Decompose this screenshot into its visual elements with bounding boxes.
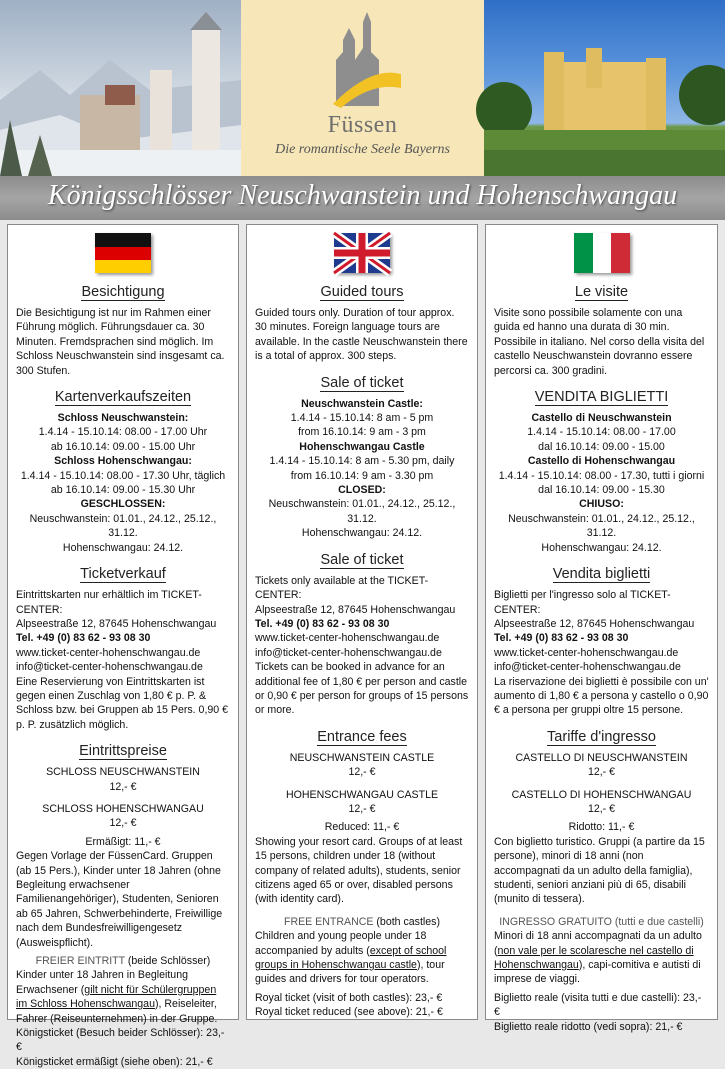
website-link[interactable]: www.ticket-center-hohenschwangau.de	[16, 646, 201, 659]
reservation-info: Tickets can be booked in advance for an additional fee of 1,80 € per person and castle or 0,90 € per person for groups of 15 persons or more.	[255, 661, 469, 717]
royal-ticket: Königsticket (Besuch beider Schlösser): 23,- €	[16, 1027, 225, 1054]
ticket-info: Eintrittskarten nur erhältlich im TICKET-CENTER:	[16, 589, 202, 616]
paragraph: Visite sono possibile solamente con una guida ed hanno una durata di 30 min. Possibile in italiano. Nel corso della visita del castello Neuschwanstein dovranno essere percorsi ca. 300 gradini.	[494, 307, 705, 377]
hours-line: 1.4.14 - 15.10.14: 8 am - 5.30 pm, daily	[269, 455, 455, 468]
website-link[interactable]: www.ticket-center-hohenschwangau.de	[255, 632, 440, 645]
reduced-price: Reduced: 11,- €	[324, 821, 400, 834]
castle-title: Castello di Hohenschwangau	[527, 455, 676, 468]
closed-title: CHIUSO:	[579, 498, 624, 511]
italian-flag-icon	[574, 233, 630, 273]
paragraph: Guided tours only. Duration of tour approx. 30 minutes. Foreign language tours are available. In the castle Neuschwanstein there is a total of approx. 300 steps.	[255, 307, 468, 363]
section-heading: Guided tours	[320, 284, 404, 300]
hours-line: ab 16.10.14: 09.00 - 15.30 Uhr	[50, 484, 196, 497]
reduced-price: Ermäßigt: 11,- €	[85, 835, 161, 848]
free-entrance-heading: FREIER EINTRITT (beide Schlösser)	[35, 955, 211, 968]
reduced-conditions: Gegen Vorlage der FüssenCard. Gruppen (ab 15 Pers.), Kinder unter 18 Jahren (ohne Begleitung erwachsener Familienangehöriger), Studenten, Senioren ab 65 Jahren, Schwerbehinderte, Freiwillige nach dem Bundesfreiwilligengesetz (Ausweispflicht).	[16, 850, 223, 949]
castle-name: CASTELLO DI HOHENSCHWANGAU	[511, 788, 692, 801]
hohenschwangau-photo	[484, 0, 725, 176]
castle-name: SCHLOSS HOHENSCHWANGAU	[42, 802, 204, 815]
free-entrance-conditions: Children and young people under 18 accompanied by adults (except of school groups in Hohenschwangau castle), tour guides and drivers for tour operators.	[255, 930, 447, 986]
royal-ticket-reduced: Royal ticket reduced (see above): 21,- €	[255, 1006, 443, 1019]
price: 12,- €	[348, 802, 376, 815]
hours-line: 1.4.14 - 15.10.14: 08.00 - 17.00 Uhr	[38, 426, 208, 439]
price: 12,- €	[109, 817, 137, 830]
section-heading: Ticketverkauf	[80, 566, 166, 583]
hours-line: dal 16.10.14: 09.00 - 15.00	[538, 440, 665, 453]
closed-line: Hohenschwangau: 24.12.	[541, 541, 662, 554]
closed-line: Neuschwanstein: 01.01., 24.12., 25.12., 31.12.	[268, 498, 456, 525]
castle-title: Schloss Hohenschwangau:	[54, 455, 192, 468]
royal-ticket: Royal ticket (visit of both castles): 23,- €	[255, 991, 443, 1004]
column-italian	[485, 224, 718, 1033]
royal-ticket: Biglietto reale (visita tutti e due castelli): 23,- €	[494, 991, 702, 1019]
uk-flag-icon	[334, 233, 390, 273]
banner-title: Königsschlösser Neuschwanstein und Hohenschwangau	[47, 180, 678, 211]
phone: Tel. +49 (0) 83 62 - 93 08 30	[16, 632, 151, 645]
section-heading: Sale of ticket	[320, 551, 404, 568]
price: 12,- €	[587, 766, 616, 779]
reduced-conditions: Showing your resort card. Groups of at least 15 persons, children under 18 (without company of related adults), students, senior citizens aged 65 or over, disabled persons (with identity card).	[255, 835, 463, 906]
fuessen-logo	[241, 0, 484, 176]
header	[0, 0, 725, 176]
website-link[interactable]: www.ticket-center-hohenschwangau.de	[494, 646, 679, 659]
closed-line: Hohenschwangau: 24.12.	[301, 527, 423, 540]
address: Alpseestraße 12, 87645 Hohenschwangau	[494, 617, 695, 630]
section-heading: Tariffe d'ingresso	[547, 728, 656, 745]
ticket-info: Biglietti per l'ingresso solo al TICKET-CENTER:	[494, 589, 671, 616]
free-entrance-heading: FREE ENTRANCE (both castles)	[283, 915, 440, 928]
castle-title: Hohenschwangau Castle	[299, 440, 425, 453]
section-heading: Besichtigung	[81, 284, 165, 300]
column-german	[7, 224, 239, 1068]
german-flag-icon	[95, 233, 151, 273]
phone: Tel. +49 (0) 83 62 - 93 08 30	[494, 632, 629, 645]
free-entrance-conditions: Minori di 18 anni accompagnati da un adulto (non vale per le scolaresche nel castello di Hohenschwangau), capi-comitiva e autisti di imprese de viaggi.	[494, 930, 702, 986]
castle-logo-icon	[241, 0, 484, 112]
column-english	[246, 224, 478, 1020]
price: 12,- €	[348, 766, 376, 779]
castle-name: CASTELLO DI NEUSCHWANSTEIN	[515, 751, 688, 764]
closed-line: Neuschwanstein: 01.01., 24.12., 25.12., 31.12.	[508, 512, 695, 540]
neuschwanstein-photo	[0, 0, 241, 176]
section-heading: Sale of ticket	[320, 374, 404, 391]
castle-name: NEUSCHWANSTEIN CASTLE	[289, 751, 435, 764]
email-link[interactable]: info@ticket-center-hohenschwangau.de	[255, 646, 442, 659]
hours-line: from 16.10.14: 9 am - 3 pm	[298, 426, 426, 439]
closed-title: GESCHLOSSEN:	[80, 498, 166, 511]
section-heading: Eintrittspreise	[79, 743, 167, 760]
section-heading: Entrance fees	[317, 728, 407, 745]
reduced-conditions: Con biglietto turistico. Gruppi (a partire da 15 persone), minori di 18 anni (non accompagnati da un adulto della famiglia), studenti, seniori anziani più di 65, disabili (munito di tessera).	[494, 835, 705, 906]
closed-line: Hohenschwangau: 24.12.	[62, 541, 184, 554]
castle-title: Neuschwanstein Castle:	[301, 397, 423, 410]
section-heading: Kartenverkaufszeiten	[54, 389, 192, 406]
hours-line: 1.4.14 - 15.10.14: 08.00 - 17.30, tutti i giorni	[498, 469, 705, 482]
castle-name: HOHENSCHWANGAU CASTLE	[285, 788, 439, 801]
hours-line: from 16.10.14: 9 am - 3.30 pm	[290, 469, 434, 482]
email-link[interactable]: info@ticket-center-hohenschwangau.de	[16, 661, 203, 674]
reservation-info: Eine Reservierung von Eintrittskarten ist gegen einen Zuschlag von 1,80 € p. P. & Schloss bzw. bei Gruppen ab 15 Pers. 0,90 € p. P. zusätzlich möglich.	[16, 675, 229, 731]
castle-title: Schloss Neuschwanstein:	[57, 412, 189, 425]
section-heading: Le visite	[574, 284, 629, 300]
section-heading: Vendita biglietti	[552, 566, 651, 583]
free-entrance-conditions: Kinder unter 18 Jahren in Begleitung Erwachsener (gilt nicht für Schülergruppen im Schloss Hohenschwangau), Reiseleiter, Fahrer (Reiseunternehmen) in der Gruppe.	[16, 969, 218, 1025]
free-entrance-heading: INGRESSO GRATUITO (tutti e due castelli)	[499, 915, 704, 928]
castle-name: SCHLOSS NEUSCHWANSTEIN	[46, 766, 200, 779]
address: Alpseestraße 12, 87645 Hohenschwangau	[16, 617, 217, 630]
section-heading: VENDITA BIGLIETTI	[534, 389, 669, 406]
address: Alpseestraße 12, 87645 Hohenschwangau	[255, 603, 456, 616]
closed-title: CLOSED:	[338, 484, 386, 497]
hours-line: dal 16.10.14: 09.00 - 15.30	[538, 484, 665, 497]
hours-line: 1.4.14 - 15.10.14: 08.00 - 17.30 Uhr, täglich	[20, 469, 226, 482]
price: 12,- €	[587, 802, 616, 815]
price: 12,- €	[109, 780, 137, 793]
reservation-info: La riservazione dei biglietti è possibile con un' aumento di 1,80 € a persona y castello o 0,90 € a persona per gruppi oltre 15 persone.	[494, 675, 709, 717]
reduced-price: Ridotto: 11,- €	[568, 821, 635, 834]
phone: Tel. +49 (0) 83 62 - 93 08 30	[255, 617, 390, 630]
castle-title: Castello di Neuschwanstein	[531, 412, 672, 425]
paragraph: Die Besichtigung ist nur im Rahmen einer Führung möglich. Führungsdauer ca. 30 Minuten. Fremdsprachen sind möglich. Im Schloss Neuschwanstein sind insgesamt ca. 300 Stufen.	[16, 307, 225, 377]
hours-line: ab 16.10.14: 09.00 - 15.00 Uhr	[50, 440, 196, 453]
royal-ticket-reduced: Biglietto reale ridotto (vedi sopra): 21,- €	[494, 1020, 683, 1033]
logo-name: Füssen	[327, 112, 398, 138]
hours-line: 1.4.14 - 15.10.14: 08.00 - 17.00	[527, 426, 676, 439]
hours-line: 1.4.14 - 15.10.14: 8 am - 5 pm	[290, 412, 434, 425]
royal-ticket-reduced: Königsticket ermäßigt (siehe oben): 21,- €	[16, 1055, 213, 1068]
ticket-info: Tickets only available at the TICKET-CENTER:	[255, 574, 429, 602]
title-banner	[0, 176, 725, 220]
email-link[interactable]: info@ticket-center-hohenschwangau.de	[494, 661, 681, 674]
closed-line: Neuschwanstein: 01.01., 24.12., 25.12., 31.12.	[29, 512, 217, 540]
logo-tagline: Die romantische Seele Bayerns	[275, 142, 450, 157]
